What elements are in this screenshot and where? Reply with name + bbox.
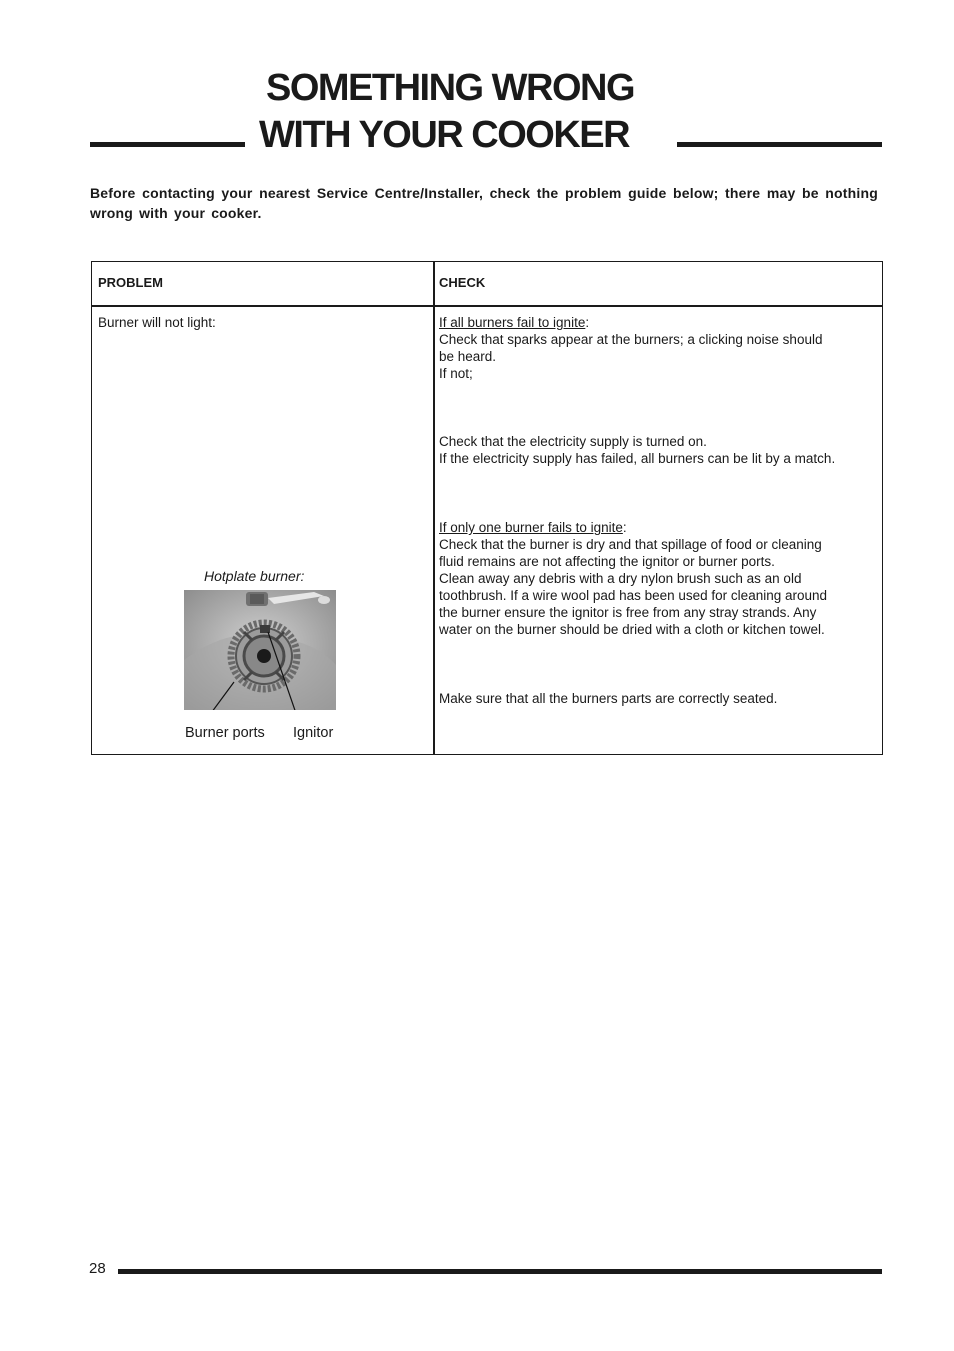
- intro-paragraph: Before contacting your nearest Service Centre/Installer, check the problem guide below; there may be nothing wrong with your cooker.: [90, 185, 878, 221]
- problem-text: Burner will not light:: [98, 315, 216, 330]
- title-line-2: WITH YOUR COOKER: [259, 114, 630, 156]
- check-seated-text: Make sure that all the burners parts are correctly seated.: [439, 691, 778, 706]
- check-one-line: Clean away any debris with a dry nylon brush such as an old: [439, 571, 802, 586]
- check-one-line: toothbrush. If a wire wool pad has been used for cleaning around: [439, 588, 828, 603]
- check-one-line: water on the burner should be dried with a cloth or kitchen towel.: [439, 622, 825, 637]
- check-one-burner-block: If only one burner fails to ignite: Check that the burner is dry and that spillage of food or cleaning fluid remains are not affecting the ignitor or burner ports. Clean away any debris with a dry nylon brush such as an old toothbrush. If a wire wool pad has been used for cleaning around the burner ensure the ignitor is free from any stray strands. Any water on the burner should be dried with a cloth or kitchen towel.: [439, 520, 828, 637]
- check-one-heading: If only one burner fails to ignite: [439, 520, 623, 535]
- check-all-heading: If all burners fail to ignite: [439, 315, 586, 330]
- page-number: 28: [89, 1260, 106, 1277]
- label-ignitor: Ignitor: [293, 725, 334, 741]
- check-electricity-line: If the electricity supply has failed, all burners can be lit by a match.: [439, 451, 836, 466]
- title-rule-left: [90, 142, 245, 147]
- check-all-line: If not;: [439, 366, 473, 381]
- hotplate-burner-photo: [184, 590, 336, 710]
- footer-rule: [118, 1269, 882, 1274]
- check-one-line: the burner ensure the ignitor is free from any stray strands. Any: [439, 605, 817, 620]
- check-electricity-line: Check that the electricity supply is turned on.: [439, 434, 707, 449]
- check-all-line: be heard.: [439, 349, 497, 364]
- header-check: CHECK: [439, 275, 486, 290]
- title-line-1: SOMETHING WRONG: [266, 67, 635, 109]
- check-all-burners-block: If all burners fail to ignite: Check that sparks appear at the burners; a clicking noise should be heard. If not;: [439, 315, 823, 381]
- header-problem: PROBLEM: [98, 275, 163, 290]
- problem-guide-table: [91, 261, 883, 755]
- check-one-line: fluid remains are not affecting the ignitor or burner ports.: [439, 554, 775, 569]
- figure-caption: Hotplate burner:: [204, 568, 305, 584]
- table-column-divider: [433, 262, 435, 754]
- table-header-divider: [92, 305, 882, 307]
- title-rule-right: [677, 142, 882, 147]
- check-electricity-block: [439, 433, 835, 467]
- check-one-line: Check that the burner is dry and that spillage of food or cleaning: [439, 537, 822, 552]
- label-burner-ports: Burner ports: [185, 725, 265, 741]
- burner-illustration: [184, 590, 336, 710]
- check-all-line: Check that sparks appear at the burners; a clicking noise should: [439, 332, 823, 347]
